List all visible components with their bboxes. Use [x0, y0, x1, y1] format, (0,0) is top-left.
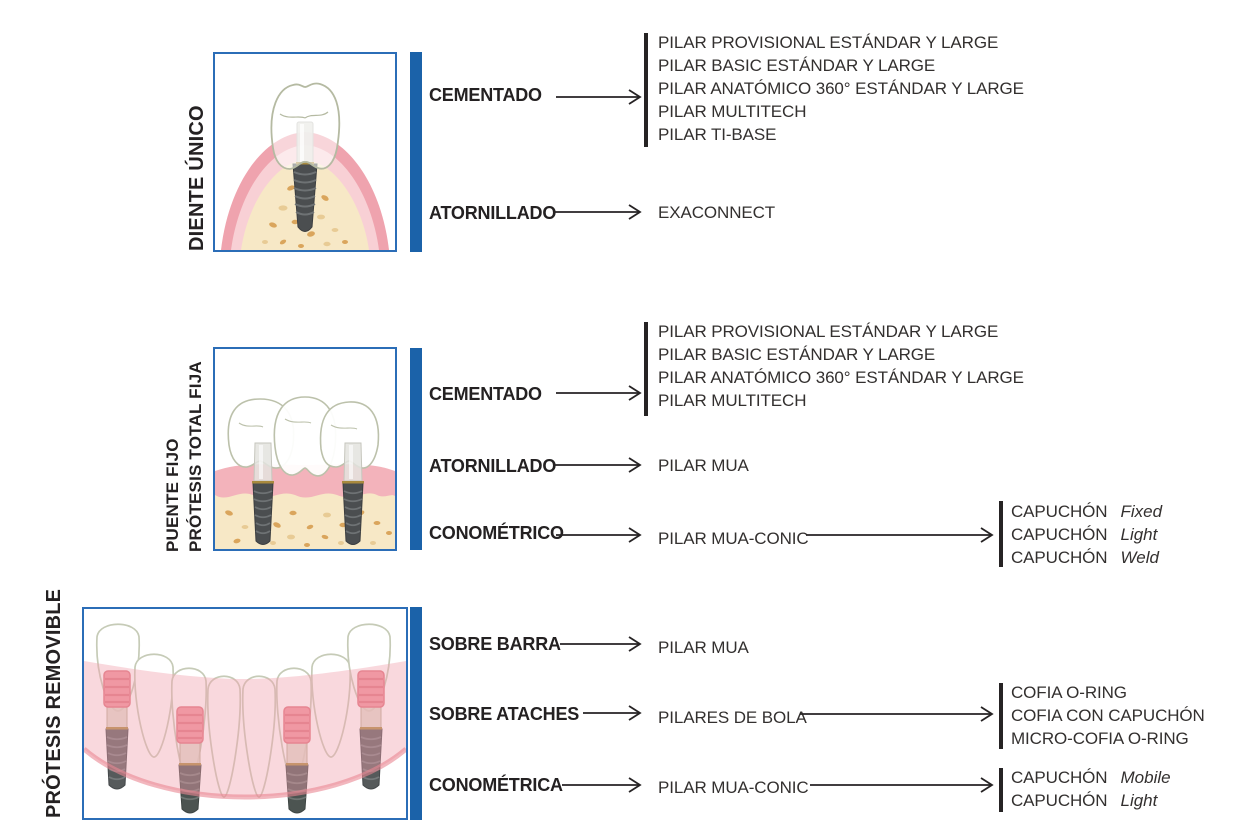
section-title-puente-fijo — [161, 361, 207, 552]
section-title-diente-unico: DIENTE ÚNICO — [186, 105, 208, 251]
product-item: EXACONNECT — [658, 203, 776, 222]
product-item: PILAR MULTITECH — [658, 391, 807, 410]
arrow-icon — [556, 527, 642, 543]
product-item: PILAR MUA — [658, 456, 749, 475]
product-item: CAPUCHÓN Fixed — [1011, 502, 1163, 521]
product-list — [658, 201, 775, 224]
product-item: PILARES DE BOLA — [658, 708, 807, 727]
product-item: CAPUCHÓN Weld — [1011, 548, 1159, 567]
arrow-icon — [553, 457, 642, 473]
product-item: PILAR MUA-CONIC — [658, 778, 809, 797]
arrow-icon — [560, 636, 642, 652]
product-list — [658, 454, 749, 477]
option-cementado: CEMENTADO — [429, 384, 542, 404]
product-item: CAPUCHÓN Light — [1011, 525, 1158, 544]
fixed-bridge-illustration — [215, 349, 395, 549]
product-item: PILAR MUA-CONIC — [658, 529, 809, 548]
product-list — [658, 320, 1024, 412]
implant-left — [252, 443, 274, 545]
illustration-frame — [82, 607, 408, 820]
product-item: CAPUCHÓN Mobile — [1011, 768, 1171, 787]
arrow-icon — [553, 204, 642, 220]
illustration-frame — [213, 347, 397, 551]
list-divider-bar — [999, 683, 1003, 749]
product-item: PILAR ANATÓMICO 360° ESTÁNDAR Y LARGE — [658, 79, 1024, 98]
product-list — [658, 31, 1024, 146]
option-atornillado: ATORNILLADO — [429, 203, 557, 223]
product-item: CAPUCHÓN Light — [1011, 791, 1158, 810]
option-atornillado: ATORNILLADO — [429, 456, 557, 476]
section-accent-bar — [410, 52, 422, 252]
product-item: PILAR MUA — [658, 638, 749, 657]
arrow-icon — [810, 777, 994, 793]
section-title-protesis-removible: PRÓTESIS REMOVIBLE — [43, 588, 65, 818]
product-list — [1011, 681, 1205, 750]
removable-prosthesis-illustration — [84, 609, 406, 818]
product-list — [658, 527, 809, 550]
product-list — [658, 776, 809, 799]
section-title-line: PUENTE FIJO — [163, 438, 182, 552]
list-divider-bar — [999, 501, 1003, 567]
single-tooth-implant-illustration — [215, 54, 395, 250]
product-list — [1011, 766, 1171, 812]
arrow-icon — [562, 777, 642, 793]
option-cementado: CEMENTADO — [429, 85, 542, 105]
option-conometrica: CONOMÉTRICA — [429, 775, 563, 795]
option-conometrico: CONOMÉTRICO — [429, 523, 564, 543]
product-list — [1011, 500, 1162, 569]
product-item: PILAR BASIC ESTÁNDAR Y LARGE — [658, 345, 936, 364]
list-divider-bar — [644, 322, 648, 416]
list-divider-bar — [644, 33, 648, 147]
option-sobre-barra: SOBRE BARRA — [429, 634, 561, 654]
implant-right — [342, 443, 364, 545]
product-item: PILAR TI-BASE — [658, 125, 777, 144]
section-accent-bar — [410, 607, 422, 820]
product-item: PILAR PROVISIONAL ESTÁNDAR Y LARGE — [658, 322, 999, 341]
list-divider-bar — [999, 768, 1003, 812]
arrow-icon — [556, 385, 642, 401]
product-item: MICRO-COFIA O-RING — [1011, 729, 1189, 748]
section-title-line: PRÓTESIS TOTAL FIJA — [186, 361, 205, 552]
arrow-icon — [806, 527, 994, 543]
product-item: PILAR ANATÓMICO 360° ESTÁNDAR Y LARGE — [658, 368, 1024, 387]
product-item: PILAR PROVISIONAL ESTÁNDAR Y LARGE — [658, 33, 999, 52]
product-item: PILAR BASIC ESTÁNDAR Y LARGE — [658, 56, 936, 75]
arrow-icon — [556, 89, 642, 105]
product-item: PILAR MULTITECH — [658, 102, 807, 121]
arrow-icon — [800, 706, 994, 722]
section-accent-bar — [410, 348, 422, 550]
option-sobre-ataches: SOBRE ATACHES — [429, 704, 580, 724]
product-item: COFIA O-RING — [1011, 683, 1127, 702]
product-list — [658, 706, 807, 729]
illustration-frame — [213, 52, 397, 252]
product-item: COFIA CON CAPUCHÓN — [1011, 706, 1205, 725]
product-list — [658, 636, 749, 659]
arrow-icon — [583, 705, 642, 721]
